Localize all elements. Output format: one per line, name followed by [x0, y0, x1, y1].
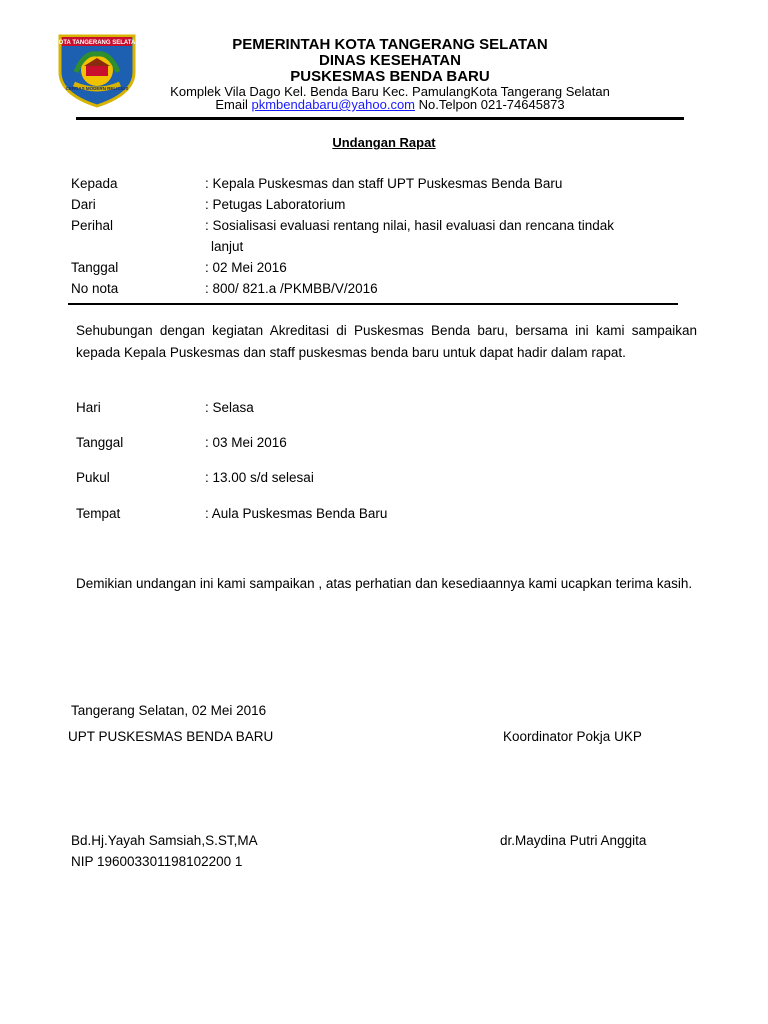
kepada-label: Kepada: [71, 176, 118, 191]
svg-text:CERDAS MODERN RELIGIUS: CERDAS MODERN RELIGIUS: [65, 86, 129, 91]
svg-text:KOTA TANGERANG SELATAN: KOTA TANGERANG SELATAN: [54, 40, 140, 46]
perihal-value-line-1: : Sosialisasi evaluasi rentang nilai, hasil evaluasi dan rencana tindak: [205, 218, 614, 233]
place-date: Tangerang Selatan, 02 Mei 2016: [71, 703, 267, 718]
perihal-label: Perihal: [71, 218, 114, 233]
left-signatory-org: UPT PUSKESMAS BENDA BARU: [68, 729, 274, 744]
letterhead-address: Komplek Vila Dago Kel. Benda Baru Kec. PamulangKota Tangerang Selatan: [170, 84, 610, 99]
perihal-value-line-2: lanjut: [211, 239, 244, 254]
hari-value: : Selasa: [205, 400, 254, 415]
left-signatory-nip: NIP 196003301198102200 1: [71, 854, 243, 869]
right-signatory-name: dr.Maydina Putri Anggita: [500, 833, 647, 848]
hari-label: Hari: [76, 400, 101, 415]
left-signatory-name: Bd.Hj.Yayah Samsiah,S.ST,MA: [71, 833, 258, 848]
tempat-value: : Aula Puskesmas Benda Baru: [205, 506, 388, 521]
dari-value: : Petugas Laboratorium: [205, 197, 346, 212]
letterhead-divider: [76, 117, 684, 120]
nota-label: No nota: [71, 281, 119, 296]
document-title: Undangan Rapat: [332, 135, 436, 150]
email-label: Email: [215, 97, 248, 112]
right-signatory-org: Koordinator Pokja UKP: [503, 729, 642, 744]
body-paragraph: Sehubungan dengan kegiatan Akreditasi di Puskesmas Benda baru, bersama ini kami sampaikan kepada Kepala Puskesmas dan staff puskesmas benda baru untuk dapat hadir dalam rapat.: [76, 323, 697, 360]
kepada-value: : Kepala Puskesmas dan staff UPT Puskesmas Benda Baru: [205, 176, 563, 191]
letterhead-line-2: DINAS KESEHATAN: [319, 52, 461, 69]
jadwal-tanggal-value: : 03 Mei 2016: [205, 435, 287, 450]
phone-text: No.Telpon 021-74645873: [418, 97, 565, 112]
tanggal-label: Tanggal: [71, 260, 119, 275]
dari-label: Dari: [71, 197, 96, 212]
pukul-label: Pukul: [76, 470, 110, 485]
letterhead-line-1: PEMERINTAH KOTA TANGERANG SELATAN: [232, 36, 548, 53]
tempat-label: Tempat: [76, 506, 121, 521]
nota-value: : 800/ 821.a /PKMBB/V/2016: [205, 281, 378, 296]
memo-divider: [68, 303, 678, 305]
letterhead-contact: [150, 97, 630, 112]
closing-paragraph: Demikian undangan ini kami sampaikan , atas perhatian dan kesediaannya kami ucapkan terima kasih.: [76, 576, 693, 591]
email-link[interactable]: pkmbendabaru@yahoo.com: [251, 97, 415, 112]
city-emblem-logo: [54, 32, 140, 108]
jadwal-tanggal-label: Tanggal: [76, 435, 124, 450]
letterhead-line-3: PUSKESMAS BENDA BARU: [290, 68, 490, 85]
tanggal-value: : 02 Mei 2016: [205, 260, 287, 275]
pukul-value: : 13.00 s/d selesai: [205, 470, 314, 485]
